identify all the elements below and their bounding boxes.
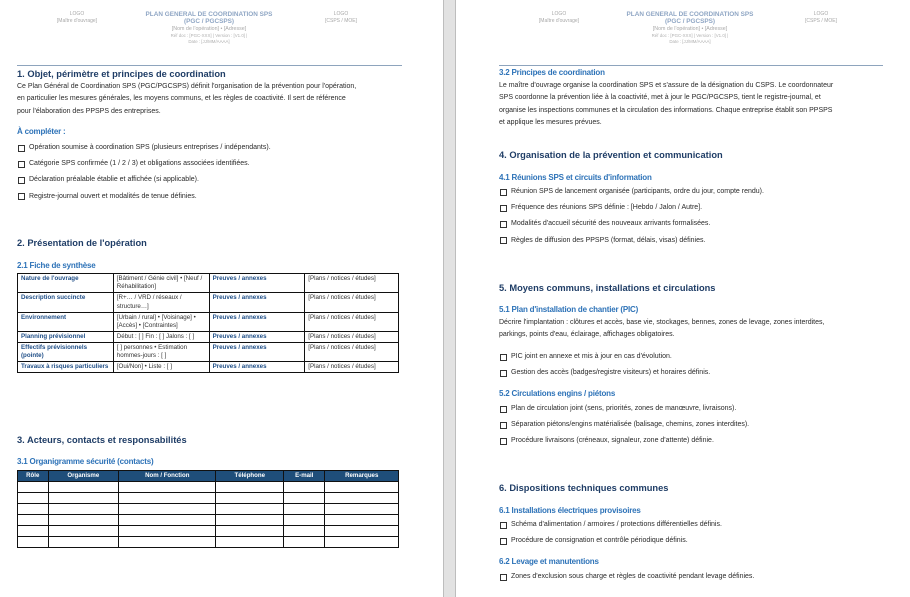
checkbox-icon[interactable] bbox=[18, 161, 25, 168]
checklist-label: Gestion des accès (badges/registre visiteurs) et horaires définis. bbox=[511, 369, 711, 377]
table-row bbox=[18, 362, 399, 373]
section-4-1-heading: 4.1 Réunions SPS et circuits d'information bbox=[499, 173, 652, 182]
header-title-block bbox=[605, 11, 775, 46]
section-2-heading: 2. Présentation de l'opération bbox=[17, 238, 147, 248]
table-row bbox=[18, 274, 399, 293]
checkbox-icon[interactable] bbox=[500, 438, 507, 445]
section-6-heading: 6. Dispositions techniques communes bbox=[499, 483, 669, 493]
checklist-label: Zones d'exclusion sous charge et règles de coactivité pendant levage définies. bbox=[511, 573, 755, 580]
checklist-label: Modalités d'accueil sécurité des nouveaux arrivants formalisées. bbox=[511, 220, 711, 228]
body-line: pour l'élaboration des PPSPS des entreprises. bbox=[17, 107, 161, 115]
table-row bbox=[18, 525, 399, 536]
logo-caption: [CSPS / MOE] bbox=[325, 18, 357, 24]
checklist-item[interactable] bbox=[500, 401, 749, 417]
section-1-checklist bbox=[18, 140, 271, 205]
table-cell[interactable] bbox=[119, 536, 216, 547]
table-cell[interactable] bbox=[325, 536, 399, 547]
doc-date: Date : [JJ/MM/AAAA] bbox=[669, 39, 711, 45]
table-cell[interactable] bbox=[48, 536, 119, 547]
checkbox-icon[interactable] bbox=[18, 193, 25, 200]
section-5-1-body bbox=[499, 317, 904, 342]
table-row bbox=[18, 293, 399, 312]
logo-placeholder: LOGO bbox=[551, 11, 567, 17]
checklist-item[interactable] bbox=[500, 417, 749, 433]
section-5-1-checklist bbox=[500, 349, 710, 381]
table-cell[interactable] bbox=[48, 503, 119, 514]
logo-caption: [Maître d'ouvrage] bbox=[56, 18, 98, 24]
section-3-2-body bbox=[499, 80, 904, 129]
logo-caption: [CSPS / MOE] bbox=[805, 18, 837, 24]
row-reference[interactable]: [Plans / notices / études] bbox=[305, 331, 399, 342]
contacts-table bbox=[17, 470, 399, 548]
table-cell[interactable] bbox=[216, 481, 284, 492]
section-6-2-checklist bbox=[500, 569, 754, 585]
table-cell[interactable] bbox=[119, 481, 216, 492]
row-value[interactable]: [R+… / VRD / réseaux / structure…] bbox=[113, 293, 209, 312]
table-cell[interactable] bbox=[284, 492, 325, 503]
checklist-item[interactable] bbox=[500, 533, 722, 549]
table-cell[interactable] bbox=[18, 481, 49, 492]
table-row bbox=[18, 503, 399, 514]
checkbox-icon[interactable] bbox=[18, 177, 25, 184]
document-page-2 bbox=[456, 0, 910, 597]
section-3-2-heading: 3.2 Principes de coordination bbox=[499, 68, 605, 77]
logo-placeholder: LOGO bbox=[69, 11, 85, 17]
doc-date: Date : [JJ/MM/AAAA] bbox=[188, 39, 230, 45]
header-title-block bbox=[124, 11, 294, 46]
table-cell[interactable] bbox=[325, 514, 399, 525]
logo-caption: [Maître d'ouvrage] bbox=[538, 18, 580, 24]
section-3-1-heading: 3.1 Organigramme sécurité (contacts) bbox=[17, 457, 154, 466]
table-row bbox=[18, 331, 399, 342]
checklist-item[interactable] bbox=[500, 569, 754, 585]
checkbox-icon[interactable] bbox=[500, 221, 507, 228]
checklist-label: Règles de diffusion des PPSPS (format, délais, visas) définies. bbox=[511, 236, 706, 244]
logo-placeholder: LOGO bbox=[333, 11, 349, 17]
table-cell[interactable] bbox=[48, 525, 119, 536]
body-line: en particulier les mesures générales, les moyens communs, et les règles de coactivité. Il sert de référence bbox=[17, 95, 346, 103]
section-1-body bbox=[17, 81, 407, 118]
header-rule bbox=[499, 65, 883, 66]
table-cell[interactable] bbox=[325, 525, 399, 536]
row-reference[interactable]: [Plans / notices / études] bbox=[305, 274, 399, 293]
row-value[interactable]: [Oui/Non] • Liste : [ ] bbox=[113, 362, 209, 373]
row-key: Planning prévisionnel bbox=[18, 331, 114, 342]
row-proof-label: Preuves / annexes bbox=[209, 362, 305, 373]
table-cell[interactable] bbox=[119, 492, 216, 503]
section-5-2-heading: 5.2 Circulations engins / piétons bbox=[499, 389, 616, 398]
body-line: Le maître d'ouvrage organise la coordination SPS et s'assure de la désignation du CSPS. Le coordonnateur bbox=[499, 82, 834, 89]
checkbox-icon[interactable] bbox=[500, 237, 507, 244]
checkbox-icon[interactable] bbox=[500, 354, 507, 361]
table-cell[interactable] bbox=[284, 525, 325, 536]
row-proof-label: Preuves / annexes bbox=[209, 274, 305, 293]
body-line: parkings, points d'eau, éclairage, affichages obligatoires. bbox=[499, 331, 675, 339]
doc-title-sub: (PGC / PGCSPS) bbox=[183, 18, 235, 26]
checkbox-icon[interactable] bbox=[500, 205, 507, 212]
section-5-2-checklist bbox=[500, 401, 749, 450]
column-header: Rôle bbox=[18, 471, 49, 482]
table-cell[interactable] bbox=[216, 492, 284, 503]
row-proof-label: Preuves / annexes bbox=[209, 342, 305, 361]
section-2-1-heading: 2.1 Fiche de synthèse bbox=[17, 261, 96, 270]
checklist-item[interactable] bbox=[18, 140, 271, 156]
table-cell[interactable] bbox=[119, 525, 216, 536]
table-cell[interactable] bbox=[325, 492, 399, 503]
table-cell[interactable] bbox=[284, 503, 325, 514]
checklist-label: Schéma d'alimentation / armoires / protections différentielles définis. bbox=[511, 521, 722, 528]
operation-name: [Nom de l'opération] • [Adresse] bbox=[652, 25, 728, 32]
section-3-heading: 3. Acteurs, contacts et responsabilités bbox=[17, 435, 187, 445]
checkbox-icon[interactable] bbox=[500, 522, 507, 529]
row-value[interactable]: [Urbain / rural] • [Voisinage] • [Accès] • [Contraintes] bbox=[113, 312, 209, 331]
table-row bbox=[18, 342, 399, 361]
body-line: Ce Plan Général de Coordination SPS (PGC/PGCSPS) définit l'organisation de la prévention pour l'opération, bbox=[17, 83, 357, 90]
section-1-heading: 1. Objet, périmètre et principes de coordination bbox=[17, 69, 226, 79]
table-cell[interactable] bbox=[18, 525, 49, 536]
table-cell[interactable] bbox=[18, 503, 49, 514]
table-row bbox=[18, 481, 399, 492]
checklist-item[interactable] bbox=[18, 156, 271, 172]
row-reference[interactable]: [Plans / notices / études] bbox=[305, 362, 399, 373]
row-key: Travaux à risques particuliers bbox=[18, 362, 114, 373]
table-cell[interactable] bbox=[284, 481, 325, 492]
row-key: Description succincte bbox=[18, 293, 114, 312]
table-cell[interactable] bbox=[284, 514, 325, 525]
column-header: E-mail bbox=[284, 471, 325, 482]
checklist-label: Procédure livraisons (créneaux, signaleur, zone d'attente) définie. bbox=[511, 437, 714, 445]
document-page-1 bbox=[0, 0, 443, 597]
body-line: et applique les mesures prévues. bbox=[499, 118, 602, 126]
page-header bbox=[456, 0, 910, 70]
checkbox-icon[interactable] bbox=[500, 538, 507, 545]
table-cell[interactable] bbox=[284, 536, 325, 547]
synthesis-table bbox=[17, 273, 399, 373]
row-value[interactable]: [Bâtiment / Génie civil] • [Neuf / Réhabilitation] bbox=[113, 274, 209, 293]
table-row bbox=[18, 514, 399, 525]
checklist-item[interactable] bbox=[18, 172, 271, 188]
checkbox-icon[interactable] bbox=[500, 189, 507, 196]
checklist-item[interactable] bbox=[500, 216, 764, 232]
doc-title: PLAN GENERAL DE COORDINATION SPS bbox=[145, 11, 273, 18]
checkbox-icon[interactable] bbox=[500, 370, 507, 377]
row-proof-label: Preuves / annexes bbox=[209, 293, 305, 312]
table-cell[interactable] bbox=[216, 525, 284, 536]
table-cell[interactable] bbox=[48, 492, 119, 503]
row-key: Nature de l'ouvrage bbox=[18, 274, 114, 293]
checklist-label: PIC joint en annexe et mis à jour en cas d'évolution. bbox=[511, 353, 672, 360]
checklist-label: Opération soumise à coordination SPS (plusieurs entreprises / indépendants). bbox=[29, 144, 271, 151]
checkbox-icon[interactable] bbox=[500, 574, 507, 581]
table-cell[interactable] bbox=[216, 514, 284, 525]
table-row bbox=[18, 536, 399, 547]
table-cell[interactable] bbox=[18, 492, 49, 503]
page-header bbox=[0, 0, 443, 70]
section-6-1-checklist bbox=[500, 517, 722, 549]
checklist-label: Registre-journal ouvert et modalités de tenue définies. bbox=[29, 192, 197, 200]
column-header: Organisme bbox=[48, 471, 119, 482]
table-row bbox=[18, 492, 399, 503]
checklist-label: Plan de circulation joint (sens, priorités, zones de manœuvre, livraisons). bbox=[511, 405, 737, 412]
body-line: SPS coordonne la prévention liée à la coactivité, met à jour le PGC/PGCSPS, tient le registre-journal, et bbox=[499, 94, 821, 102]
checkbox-icon[interactable] bbox=[18, 145, 25, 152]
doc-meta: Réf doc : [PGC-XXX] | Version : [V1.0] | bbox=[170, 32, 248, 38]
table-cell[interactable] bbox=[325, 481, 399, 492]
table-cell[interactable] bbox=[216, 503, 284, 514]
table-row bbox=[18, 312, 399, 331]
doc-title-sub: (PGC / PGCSPS) bbox=[664, 18, 716, 26]
checklist-label: Fréquence des réunions SPS définie : [Hebdo / Jalon / Autre]. bbox=[511, 204, 703, 212]
checklist-label: Réunion SPS de lancement organisée (participants, ordre du jour, compte rendu). bbox=[511, 188, 764, 195]
section-5-heading: 5. Moyens communs, installations et circulations bbox=[499, 283, 716, 293]
section-4-heading: 4. Organisation de la prévention et communication bbox=[499, 150, 723, 160]
logo-right bbox=[781, 11, 861, 25]
body-line: Décrire l'implantation : clôtures et accès, base vie, stockages, bennes, zones de levage, zones interdites, bbox=[499, 319, 825, 326]
header-rule bbox=[17, 65, 402, 66]
checklist-label: Déclaration préalable établie et affichée (si applicable). bbox=[29, 176, 199, 184]
table-cell[interactable] bbox=[18, 514, 49, 525]
table-cell[interactable] bbox=[18, 536, 49, 547]
column-header: Nom / Fonction bbox=[119, 471, 216, 482]
row-proof-label: Preuves / annexes bbox=[209, 312, 305, 331]
table-cell[interactable] bbox=[48, 514, 119, 525]
logo-left bbox=[37, 11, 117, 25]
section-4-checklist bbox=[500, 184, 764, 249]
body-line: organise les inspections communes et la circulation des informations. Chaque entreprise établit son PPSPS bbox=[499, 106, 833, 114]
row-reference[interactable]: [Plans / notices / études] bbox=[305, 293, 399, 312]
logo-placeholder: LOGO bbox=[813, 11, 829, 17]
table-cell[interactable] bbox=[48, 481, 119, 492]
checklist-label: Séparation piétons/engins matérialisée (balisage, chemins, zones interdites). bbox=[511, 421, 750, 429]
section-6-1-heading: 6.1 Installations électriques provisoires bbox=[499, 506, 641, 515]
row-value[interactable]: [ ] personnes • Estimation hommes-jours : [ ] bbox=[113, 342, 209, 361]
row-key: Effectifs prévisionnels (pointe) bbox=[18, 342, 114, 361]
checklist-label: Catégorie SPS confirmée (1 / 2 / 3) et obligations associées identifiées. bbox=[29, 160, 250, 168]
checklist-item[interactable] bbox=[500, 517, 722, 533]
checklist-item[interactable] bbox=[500, 349, 710, 365]
table-cell[interactable] bbox=[119, 503, 216, 514]
row-value[interactable]: Début : [ ] Fin : [ ] Jalons : [ ] bbox=[113, 331, 209, 342]
doc-meta: Réf doc : [PGC-XXX] | Version : [V1.0] | bbox=[651, 32, 729, 38]
page-gutter bbox=[443, 0, 456, 597]
doc-title: PLAN GENERAL DE COORDINATION SPS bbox=[626, 11, 754, 18]
checklist-item[interactable] bbox=[500, 184, 764, 200]
operation-name: [Nom de l'opération] • [Adresse] bbox=[171, 25, 247, 32]
column-header: Remarques bbox=[325, 471, 399, 482]
table-header-row bbox=[18, 471, 399, 482]
logo-right bbox=[301, 11, 381, 25]
row-reference[interactable]: [Plans / notices / études] bbox=[305, 312, 399, 331]
checkbox-icon[interactable] bbox=[500, 422, 507, 429]
column-header: Téléphone bbox=[216, 471, 284, 482]
row-proof-label: Preuves / annexes bbox=[209, 331, 305, 342]
section-6-2-heading: 6.2 Levage et manutentions bbox=[499, 557, 599, 566]
row-reference[interactable]: [Plans / notices / études] bbox=[305, 342, 399, 361]
checklist-item[interactable] bbox=[18, 189, 271, 205]
table-cell[interactable] bbox=[216, 536, 284, 547]
table-cell[interactable] bbox=[325, 503, 399, 514]
table-cell[interactable] bbox=[119, 514, 216, 525]
checklist-item[interactable] bbox=[500, 200, 764, 216]
checklist-label: Procédure de consignation et contrôle périodique définis. bbox=[511, 537, 688, 545]
logo-left bbox=[519, 11, 599, 25]
checklist-item[interactable] bbox=[500, 233, 764, 249]
checkbox-icon[interactable] bbox=[500, 406, 507, 413]
checklist-item[interactable] bbox=[500, 433, 749, 449]
row-key: Environnement bbox=[18, 312, 114, 331]
checklist-item[interactable] bbox=[500, 365, 710, 381]
section-5-1-heading: 5.1 Plan d'installation de chantier (PIC) bbox=[499, 305, 639, 314]
todo-heading: À compléter : bbox=[17, 127, 66, 136]
